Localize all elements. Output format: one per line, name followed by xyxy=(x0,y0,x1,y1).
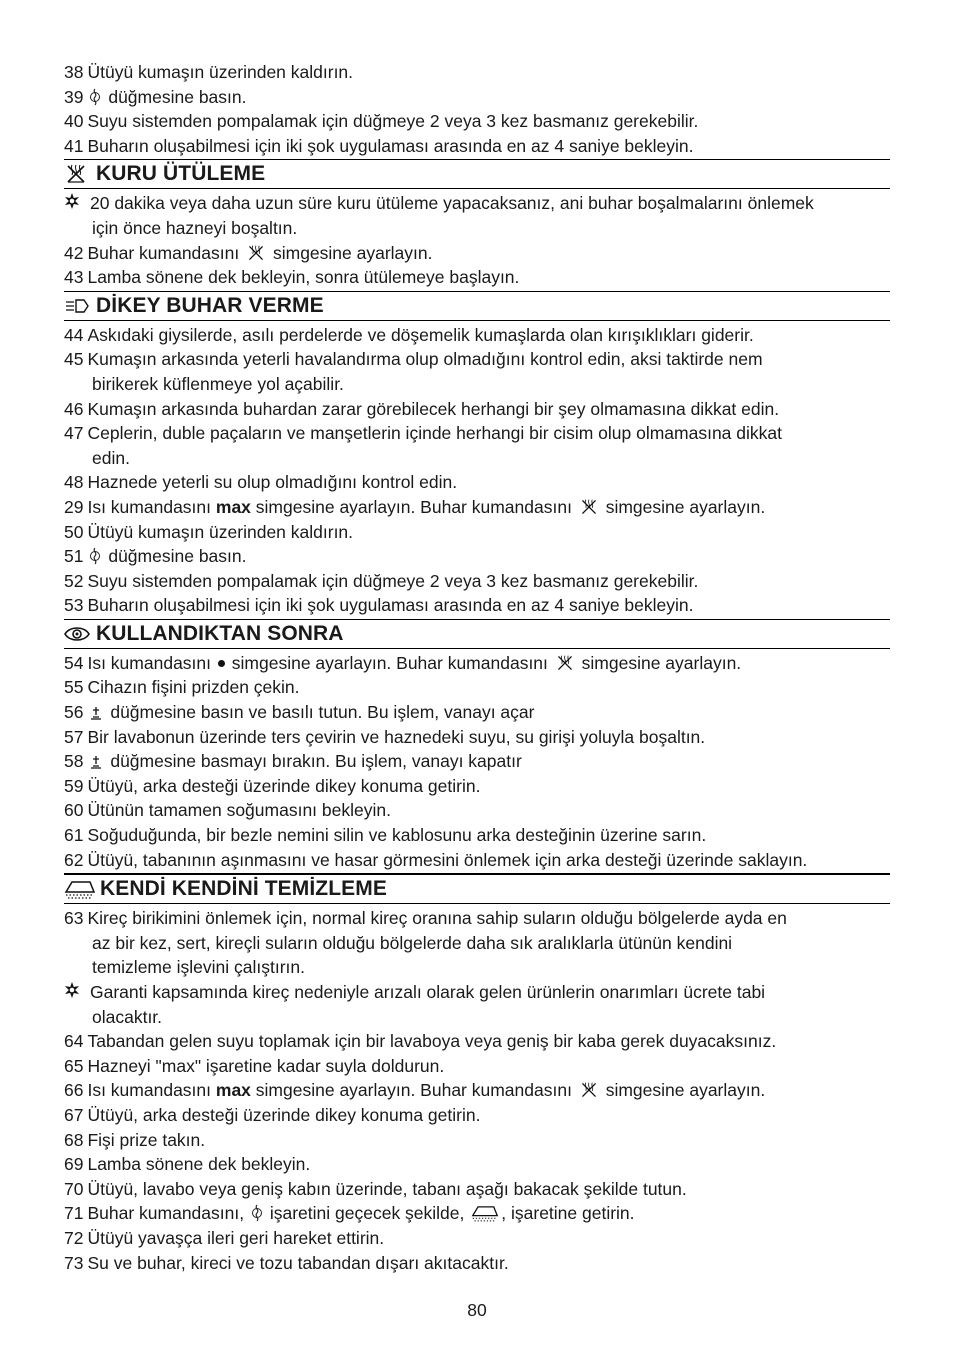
list-item: 72 Ütüyü yavaşça ileri geri hareket ettirin. xyxy=(64,1227,385,1248)
list-item: 57 Bir lavabonun üzerinde ters çevirin ve haznedeki suyu, su girişi yoluyla boşaltın. xyxy=(64,726,706,747)
no-steam-icon xyxy=(555,654,575,672)
valve-release-icon xyxy=(89,754,103,770)
warning-star-icon xyxy=(64,193,80,209)
section-heading-after-use: KULLANDIKTAN SONRA xyxy=(64,619,890,649)
list-item: 59 Ütüyü, arka desteği üzerinde dikey konuma getirin. xyxy=(64,775,481,796)
list-item: 38 Ütüyü kumaşın üzerinden kaldırın. xyxy=(64,62,354,82)
list-item: 65 Hazneyi "max" işaretine kadar suyla doldurun. xyxy=(64,1055,445,1076)
self-clean-icon xyxy=(471,1204,499,1222)
list-item: 60 Ütünün tamamen soğumasını bekleyin. xyxy=(64,800,391,821)
list-item: 56 düğmesine basın ve basılı tutun. Bu işlem, vanayı açar xyxy=(64,702,535,723)
no-steam-icon xyxy=(579,498,599,516)
warning-item: Garanti kapsamında kireç nedeniyle arızalı olarak gelen ürünlerin onarımları ücrete tabi xyxy=(64,980,890,1005)
list-item: 58 düğmesine basmayı bırakın. Bu işlem, vanayı kapatır xyxy=(64,751,522,772)
list-item: 43 Lamba sönene dek bekleyin, sonra ütülemeye başlayın. xyxy=(64,267,520,288)
list-item: 40 Suyu sistemden pompalamak için düğmeye 2 veya 3 kez basmanız gerekebilir. xyxy=(64,111,699,132)
manual-page: 38 Ütüyü kumaşın üzerinden kaldırın. 39 düğmesine basın. 40 Suyu sistemden pompalamak için düğmeye 2 veya 3 kez basmanız gerekebilir. 41 Buharın oluşabilmesi için iki şok uygulaması arasında en az 4 saniye bekleyin. KURU ÜTÜLEME 20 dakika veya daha uzun süre kuru ütüleme yapacaksanız, ani buhar boşalmalarını önlemek için önce hazneyi boşaltın. 42 Buhar kumandasını simgesine ayarlayın. 43 Lamba sönene dek bekleyin, sonra ütülemeye başlayın. DİKEY BUHAR VERME 44 Askıdaki giysilerde, asılı perdelerde ve döşemelik kumaşlarda olan kırışıklıkları giderir. 45 Kumaşın arkasında yeterli havalandırma olup olmadığını kontrol edin, aksi taktirde nem birikerek küflenmeye yol açabilir. 46 Kumaşın arkasında buhardan zarar görebilecek herhangi bir şey olmamasına dikkat edin. 47 Ceplerin, duble paçaların ve manşetlerin içinde herhangi bir cisim olup olmamasına dikkat edin. 48 Haznede yeterli su olup olmadığını kontrol edin. 29 Isı kumandasını max simgesine ayarlayın. Buhar kumandasını simgesine ayarlayın. 50 Ütüyü kumaşın üzerinden kaldırın. 51 düğmesine basın. 52 Suyu sistemden pompalamak için düğmeye 2 veya 3 kez basmanız gerekebilir. 53 Buharın oluşabilmesi için iki şok uygulaması arasında en az 4 saniye bekleyin. KULLANDIKTAN SONRA 54 Isı kumandasını simgesine ayarlayın. Buhar kumandasını simgesine ayarlayın. 55 Cihazın fişini prizden çekin. 56 düğmesine basın ve basılı tutun. Bu işlem, vanayı açar 57 Bir lavabonun üzerinde ters çevirin ve haznedeki suyu, su girişi yoluyla boşaltın. 58 düğmesine basmayı bırakın. Bu işlem, vanayı kapatır 59 Ütüyü, arka desteği üzerinde dikey konuma getirin. 60 Ütünün tamamen soğumasını bekleyin. 61 Soğuduğunda, bir bezle nemini silin ve kablosunu arka desteğinin üzerine sarın. 62 Ütüyü, tabanının aşınmasını ve hasar görmesini önlemek için arka desteği üzerinde saklayın. KENDİ KENDİNİ TEMİZLEME 63 Kireç birikimini önlemek için, normal kireç oranına sahip suların olduğu bölgelerde ayda en az bir kez, sert, kireçli suların olduğu bölgelerde daha sık aralıklarla ütünün kendini temizleme işlevini çalıştırın. Garanti kapsamında kireç nedeniyle arızalı olarak gelen ürünlerin onarımları ücrete tabi olacaktır. 64 Tabandan gelen suyu toplamak için bir lavaboya veya geniş bir kaba gerek duyacaksınız. 65 Hazneyi "max" işaretine kadar suyla doldurun. 66 Isı kumandasını max simgesine ayarlayın. Buhar kumandasını simgesine ayarlayın. 67 Ütüyü, arka desteği üzerinde dikey konuma getirin. 68 Fişi prize takın. 69 Lamba sönene dek bekleyin. 70 Ütüyü, lavabo veya geniş kabın üzerinde, tabanı aşağı bakacak şekilde tutun. 71 Buhar kumandasını, işaretini geçecek şekilde, , işaretine getirin. 72 Ütüyü yavaşça ileri geri hareket ettirin. 73 Su ve buhar, kireci ve tozu tabandan dışarı akıtacaktır. xyxy=(64,60,890,1275)
section-heading-dry: KURU ÜTÜLEME xyxy=(64,159,890,189)
valve-release-icon xyxy=(89,705,103,721)
dot-icon xyxy=(218,660,225,667)
no-steam-icon xyxy=(579,1081,599,1099)
list-item: 44 Askıdaki giysilerde, asılı perdelerde ve döşemelik kumaşlarda olan kırışıklıkları giderir. xyxy=(64,324,754,345)
list-item: 71 Buhar kumandasını, işaretini geçecek şekilde, , işaretine getirin. xyxy=(64,1203,635,1224)
list-item: 48 Haznede yeterli su olup olmadığını kontrol edin. xyxy=(64,472,458,493)
list-item: 64 Tabandan gelen suyu toplamak için bir lavaboya veya geniş bir kaba gerek duyacaksınız. xyxy=(64,1031,777,1052)
self-clean-icon xyxy=(64,879,96,899)
section-heading-self-clean: KENDİ KENDİNİ TEMİZLEME xyxy=(64,873,890,904)
list-item: 41 Buharın oluşabilmesi için iki şok uygulaması arasında en az 4 saniye bekleyin. xyxy=(64,135,694,156)
list-item: 29 Isı kumandasını max simgesine ayarlayın. Buhar kumandasını simgesine ayarlayın. xyxy=(64,496,766,517)
vertical-steam-icon xyxy=(64,296,90,316)
list-item: 45 Kumaşın arkasında yeterli havalandırma olup olmadığını kontrol edin, aksi taktirde nem xyxy=(64,349,763,370)
list-item: 52 Suyu sistemden pompalamak için düğmeye 2 veya 3 kez basmanız gerekebilir. xyxy=(64,570,699,591)
list-item: 63 Kireç birikimini önlemek için, normal kireç oranına sahip suların olduğu bölgelerde ayda en xyxy=(64,908,787,929)
list-item: 73 Su ve buhar, kireci ve tozu tabandan dışarı akıtacaktır. xyxy=(64,1252,509,1273)
warning-item: 20 dakika veya daha uzun süre kuru ütüleme yapacaksanız, ani buhar boşalmalarını önlemek xyxy=(64,191,890,216)
section-heading-vertical-steam: DİKEY BUHAR VERME xyxy=(64,291,890,321)
steam-shot-icon xyxy=(89,88,101,106)
steam-shot-icon xyxy=(251,1204,263,1222)
list-item: 69 Lamba sönene dek bekleyin. xyxy=(64,1154,311,1175)
list-item: 39 düğmesine basın. xyxy=(64,86,247,107)
list-item: 67 Ütüyü, arka desteği üzerinde dikey konuma getirin. xyxy=(64,1104,481,1125)
list-item: 47 Ceplerin, duble paçaların ve manşetlerin içinde herhangi bir cisim olup olmamasına dikkat xyxy=(64,423,782,444)
list-item: 53 Buharın oluşabilmesi için iki şok uygulaması arasında en az 4 saniye bekleyin. xyxy=(64,595,694,616)
list-item: 66 Isı kumandasını max simgesine ayarlayın. Buhar kumandasını simgesine ayarlayın. xyxy=(64,1080,766,1101)
list-item: 46 Kumaşın arkasında buhardan zarar görebilecek herhangi bir şey olmamasına dikkat edin. xyxy=(64,398,780,419)
steam-shot-icon xyxy=(89,547,101,565)
list-item: 62 Ütüyü, tabanının aşınmasını ve hasar görmesini önlemek için arka desteği üzerinde saklayın. xyxy=(64,849,808,870)
eye-icon xyxy=(64,625,90,643)
warning-star-icon xyxy=(64,982,80,998)
no-steam-icon xyxy=(246,244,266,262)
list-item: 68 Fişi prize takın. xyxy=(64,1129,206,1150)
no-steam-icon xyxy=(64,163,88,185)
list-item: 54 Isı kumandasını simgesine ayarlayın. Buhar kumandasını simgesine ayarlayın. xyxy=(64,652,742,673)
page-number: 80 xyxy=(467,1300,487,1320)
list-item: 51 düğmesine basın. xyxy=(64,546,247,567)
list-item: 55 Cihazın fişini prizden çekin. xyxy=(64,677,300,698)
list-item: 61 Soğuduğunda, bir bezle nemini silin ve kablosunu arka desteğinin üzerine sarın. xyxy=(64,825,707,846)
list-item: 42 Buhar kumandasını simgesine ayarlayın. xyxy=(64,242,433,263)
list-item: 50 Ütüyü kumaşın üzerinden kaldırın. xyxy=(64,521,354,542)
list-item: 70 Ütüyü, lavabo veya geniş kabın üzerinde, tabanı aşağı bakacak şekilde tutun. xyxy=(64,1178,687,1199)
